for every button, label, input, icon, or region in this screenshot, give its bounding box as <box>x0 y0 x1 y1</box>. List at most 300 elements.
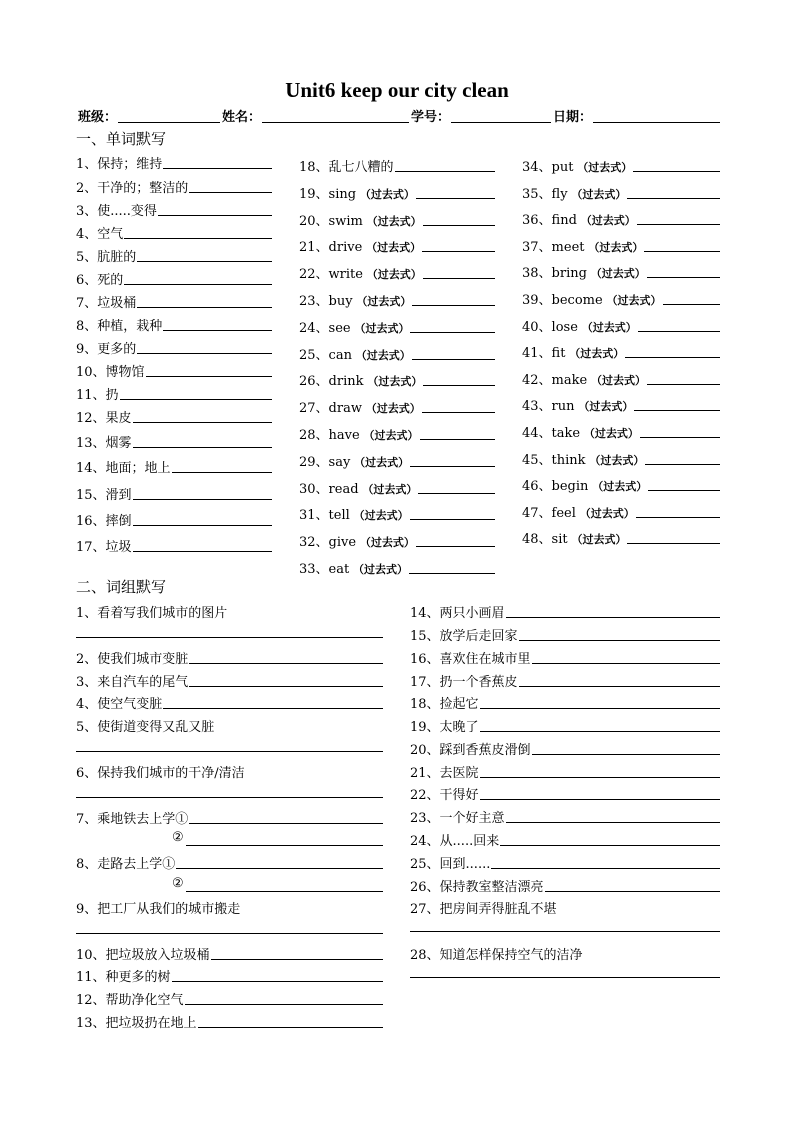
answer-blank[interactable] <box>420 439 495 440</box>
item-word: eat <box>328 562 350 577</box>
class-field[interactable] <box>118 122 220 123</box>
answer-blank[interactable] <box>663 304 720 305</box>
phrase-prompt: 8、走路去上学① <box>76 857 176 872</box>
item-number: 38、 <box>522 266 552 282</box>
item-word: tell <box>328 508 350 524</box>
name-field[interactable] <box>262 122 409 123</box>
item-number: 31、 <box>299 508 329 524</box>
answer-blank[interactable] <box>395 171 495 172</box>
list-item <box>522 393 720 413</box>
answer-blank[interactable] <box>636 517 720 518</box>
item-number: 24、 <box>299 320 329 336</box>
answer-blank[interactable] <box>198 1027 383 1028</box>
item-word: give <box>328 535 357 551</box>
item-number: 20、 <box>299 213 329 229</box>
phrase-prompt: 17、扔一个香蕉皮 <box>410 675 518 690</box>
list-item <box>76 151 272 171</box>
vocab-prompt <box>299 290 411 309</box>
phrase-prompt: 1、看着写我们城市的图片 <box>76 606 228 621</box>
answer-blank[interactable] <box>163 708 383 709</box>
answer-blank[interactable] <box>133 551 272 552</box>
past-tense-tag: （过去式） <box>575 506 635 520</box>
item-word: begin <box>551 479 589 495</box>
list-item <box>522 154 720 174</box>
list-item <box>76 1010 383 1030</box>
phrase-prompt: 2、使我们城市变脏 <box>76 652 189 667</box>
list-item <box>299 422 495 442</box>
phrase-prompt: 11、种更多的树 <box>76 970 171 985</box>
answer-blank[interactable] <box>545 891 720 892</box>
past-tense-tag: （过去式） <box>352 295 412 308</box>
phrase-prompt: ② <box>172 876 184 891</box>
date-field[interactable] <box>593 122 720 123</box>
phrase-prompt: 25、回到...... <box>410 857 491 872</box>
list-item <box>76 942 383 962</box>
past-tense-tag: （过去式） <box>356 536 415 550</box>
answer-blank[interactable] <box>412 305 495 306</box>
vocab-prompt <box>299 504 409 523</box>
vocab-prompt <box>522 209 636 228</box>
vocab-prompt: 3、使.....变得 <box>76 204 157 219</box>
phrase-prompt: 7、乘地铁去上学① <box>76 812 189 827</box>
past-tense-tag: （过去式） <box>362 214 422 228</box>
list-item <box>299 556 495 576</box>
past-tense-tag: （过去式） <box>362 268 422 282</box>
vocab-prompt <box>299 424 419 443</box>
item-number: 48、 <box>522 532 552 548</box>
item-number: 44、 <box>522 426 552 441</box>
past-tense-tag: （过去式） <box>362 241 422 255</box>
vocab-prompt: 1、保持；维持 <box>76 157 163 172</box>
answer-blank[interactable] <box>645 464 720 465</box>
item-word: can <box>328 347 352 363</box>
answer-blank[interactable] <box>133 447 272 448</box>
phrase-prompt: 26、保持教室整洁漂亮 <box>410 880 544 895</box>
answer-blank[interactable] <box>491 868 720 869</box>
list-item <box>522 500 720 520</box>
item-number: 40、 <box>522 319 552 335</box>
list-item <box>410 691 720 711</box>
vocab-prompt <box>522 183 626 202</box>
list-item <box>299 368 495 388</box>
answer-blank[interactable] <box>189 192 272 193</box>
past-tense-tag: （过去式） <box>577 320 637 334</box>
vocab-prompt: 9、更多的 <box>76 342 137 357</box>
answer-blank[interactable] <box>163 330 272 331</box>
item-number: 34、 <box>522 160 552 175</box>
answer-blank[interactable] <box>124 238 272 239</box>
list-item <box>76 382 272 402</box>
vocab-prompt <box>522 262 646 281</box>
vocab-prompt: 10、博物馆 <box>76 365 145 380</box>
vocab-prompt <box>522 502 635 521</box>
item-word: run <box>551 399 575 415</box>
student-info-row <box>78 106 720 124</box>
list-item <box>522 314 720 334</box>
phrase-prompt: 4、使空气变脏 <box>76 697 163 712</box>
past-tense-tag: （过去式） <box>358 482 418 496</box>
item-word: read <box>328 481 359 497</box>
past-tense-tag: （过去式） <box>580 427 639 440</box>
list-item <box>76 198 272 218</box>
id-field[interactable] <box>451 122 551 123</box>
list-item <box>410 600 720 620</box>
vocab-prompt: 17、垃圾 <box>76 540 132 555</box>
answer-blank[interactable] <box>133 525 272 526</box>
past-tense-tag: （过去式） <box>602 294 662 307</box>
answer-blank[interactable] <box>410 977 720 978</box>
answer-blank[interactable] <box>146 376 272 377</box>
item-word: take <box>551 426 581 441</box>
list-item <box>299 502 495 522</box>
answer-blank[interactable] <box>633 171 720 172</box>
answer-blank[interactable] <box>189 823 383 824</box>
answer-blank[interactable] <box>137 307 272 308</box>
answer-blank[interactable] <box>634 410 720 411</box>
phrase-prompt: 13、把垃圾扔在地上 <box>76 1016 197 1031</box>
vocab-prompt: 16、摔倒 <box>76 514 132 529</box>
list-item <box>76 405 272 425</box>
list-item <box>522 420 720 440</box>
vocab-prompt <box>299 397 421 416</box>
item-word: feel <box>551 505 576 521</box>
item-word: put <box>551 160 574 175</box>
answer-blank[interactable] <box>189 686 383 687</box>
answer-blank[interactable] <box>500 845 720 846</box>
answer-blank[interactable] <box>172 472 272 473</box>
answer-blank[interactable] <box>186 891 383 892</box>
list-item <box>410 623 720 643</box>
past-tense-tag: （过去式） <box>588 480 648 494</box>
item-number: 21、 <box>299 240 329 256</box>
answer-blank[interactable] <box>189 663 383 664</box>
list-item <box>76 806 383 826</box>
answer-blank[interactable] <box>640 437 720 438</box>
item-word: find <box>551 213 577 229</box>
past-tense-tag: （过去式） <box>574 400 634 414</box>
past-tense-tag: （过去式） <box>586 267 646 281</box>
answer-blank[interactable] <box>163 168 272 169</box>
answer-blank[interactable] <box>648 490 720 491</box>
section-2-heading: 二、词组默写 <box>76 578 167 596</box>
past-tense-tag: （过去式） <box>349 563 409 576</box>
list-item <box>522 473 720 493</box>
list-item <box>76 874 383 894</box>
past-tense-tag: （过去式） <box>573 161 633 174</box>
list-item <box>76 430 272 450</box>
vocab-prompt: 6、死的 <box>76 273 124 288</box>
list-item <box>76 964 383 984</box>
answer-blank[interactable] <box>506 617 720 618</box>
item-word: say <box>328 454 351 470</box>
vocab-prompt: 13、烟雾 <box>76 436 132 451</box>
vocab-prompt <box>522 369 646 388</box>
item-number: 37、 <box>522 239 552 255</box>
answer-blank[interactable] <box>627 543 720 544</box>
answer-blank[interactable] <box>416 198 495 199</box>
answer-blank[interactable] <box>480 777 720 778</box>
past-tense-tag: （过去式） <box>576 214 636 228</box>
vocab-prompt: 5、肮脏的 <box>76 250 137 265</box>
answer-blank[interactable] <box>409 573 495 574</box>
item-word: think <box>551 452 586 468</box>
answer-blank[interactable] <box>637 224 720 225</box>
answer-blank[interactable] <box>506 822 720 823</box>
list-item <box>76 669 383 689</box>
list-item <box>410 782 720 802</box>
list-item <box>299 449 495 469</box>
list-item <box>299 395 495 415</box>
item-word: meet <box>551 239 585 255</box>
vocab-prompt: 7、垃圾桶 <box>76 296 137 311</box>
answer-blank[interactable] <box>76 751 383 752</box>
vocab-prompt: 12、果皮 <box>76 411 132 426</box>
phrase-prompt: 24、从.....回来 <box>410 834 500 849</box>
answer-blank[interactable] <box>137 353 272 354</box>
item-word: have <box>328 428 360 443</box>
answer-blank[interactable] <box>158 215 272 216</box>
list-item <box>299 529 495 549</box>
list-item <box>76 896 383 916</box>
list-item <box>410 714 720 734</box>
list-item <box>76 267 272 287</box>
list-item <box>522 526 720 546</box>
item-number: 23、 <box>299 294 329 309</box>
answer-blank[interactable] <box>120 399 272 400</box>
list-item <box>410 646 720 666</box>
page-title: Unit6 keep our city clean <box>285 78 509 102</box>
class-label: 班级： <box>78 110 118 125</box>
list-item <box>299 315 495 335</box>
item-number: 26、 <box>299 374 329 390</box>
answer-blank[interactable] <box>416 546 495 547</box>
answer-blank[interactable] <box>418 493 495 494</box>
vocab-prompt <box>522 316 637 335</box>
answer-blank[interactable] <box>124 284 272 285</box>
past-tense-tag: （过去式） <box>585 453 645 467</box>
answer-blank[interactable] <box>423 278 495 279</box>
answer-blank[interactable] <box>647 277 720 278</box>
answer-blank[interactable] <box>422 251 495 252</box>
past-tense-tag: （过去式） <box>567 533 627 547</box>
vocab-prompt <box>299 263 422 282</box>
list-item <box>299 208 495 228</box>
list-item <box>299 154 495 174</box>
answer-blank[interactable] <box>76 797 383 798</box>
vocab-prompt <box>522 342 624 361</box>
vocab-prompt <box>522 156 632 175</box>
answer-blank[interactable] <box>133 422 272 423</box>
list-item <box>522 234 720 254</box>
answer-blank[interactable] <box>647 384 720 385</box>
item-number: 36、 <box>522 213 552 229</box>
vocab-prompt <box>522 236 643 255</box>
past-tense-tag: （过去式） <box>363 375 423 389</box>
answer-blank[interactable] <box>627 198 720 199</box>
list-item <box>299 342 495 362</box>
list-item <box>522 181 720 201</box>
list-item <box>410 896 720 916</box>
vocab-prompt <box>299 370 422 389</box>
answer-blank[interactable] <box>638 331 720 332</box>
list-item <box>522 367 720 387</box>
answer-blank[interactable] <box>532 754 720 755</box>
list-item <box>410 828 720 848</box>
list-item <box>76 359 272 379</box>
answer-blank[interactable] <box>423 385 495 386</box>
list-item <box>76 336 272 356</box>
vocab-prompt <box>299 451 409 470</box>
section-1-heading: 一、单词默写 <box>76 130 167 148</box>
answer-blank[interactable] <box>519 686 720 687</box>
phrase-prompt: 9、把工厂从我们的城市搬走 <box>76 902 241 917</box>
list-item <box>522 340 720 360</box>
phrase-prompt: 6、保持我们城市的干净/清洁 <box>76 766 245 781</box>
item-word: become <box>551 293 603 308</box>
vocab-prompt <box>522 395 633 414</box>
past-tense-tag: （过去式） <box>350 455 410 469</box>
item-number: 18、 <box>299 160 329 175</box>
vocab-prompt <box>299 531 415 550</box>
item-number: 30、 <box>299 481 329 497</box>
phrase-prompt: 21、去医院 <box>410 766 479 781</box>
answer-blank[interactable] <box>480 708 720 709</box>
answer-blank[interactable] <box>422 412 495 413</box>
item-word: sing <box>328 186 357 202</box>
answer-blank[interactable] <box>176 868 383 869</box>
answer-blank[interactable] <box>185 1004 383 1005</box>
name-label: 姓名： <box>222 110 262 125</box>
phrase-prompt: 12、帮助净化空气 <box>76 993 184 1008</box>
answer-blank[interactable] <box>625 357 720 358</box>
list-item <box>76 482 272 502</box>
item-word: drive <box>328 240 363 256</box>
phrase-prompt: 3、来自汽车的尾气 <box>76 675 189 690</box>
vocab-prompt: 14、地面；地上 <box>76 461 171 476</box>
answer-blank[interactable] <box>519 640 720 641</box>
item-word: sit <box>551 532 568 548</box>
date-label: 日期： <box>553 110 593 125</box>
list-item <box>410 874 720 894</box>
list-item <box>76 987 383 1007</box>
vocab-prompt <box>299 558 408 577</box>
answer-blank[interactable] <box>410 931 720 932</box>
list-item <box>76 290 272 310</box>
list-item <box>76 714 383 734</box>
item-number: 41、 <box>522 346 552 362</box>
list-item <box>76 691 383 711</box>
list-item <box>76 455 272 475</box>
answer-blank[interactable] <box>532 663 720 664</box>
phrase-prompt: 28、知道怎样保持空气的洁净 <box>410 948 583 963</box>
phrase-prompt: 18、捡起它 <box>410 697 479 712</box>
phrase-prompt: 27、把房间弄得脏乱不堪 <box>410 902 557 917</box>
list-item <box>299 288 495 308</box>
answer-blank[interactable] <box>186 845 383 846</box>
list-item <box>410 760 720 780</box>
list-item <box>76 313 272 333</box>
item-number: 42、 <box>522 372 552 388</box>
item-word: write <box>328 267 363 283</box>
past-tense-tag: （过去式） <box>351 348 411 362</box>
answer-blank[interactable] <box>133 499 272 500</box>
vocab-prompt <box>299 236 421 255</box>
list-item <box>76 646 383 666</box>
vocab-prompt <box>522 528 626 547</box>
item-number: 32、 <box>299 535 329 551</box>
phrase-prompt: 14、两只小画眉 <box>410 606 505 621</box>
item-word: lose <box>551 319 578 335</box>
answer-blank[interactable] <box>137 261 272 262</box>
vocab-prompt <box>299 317 409 336</box>
item-word: bring <box>551 266 587 282</box>
answer-blank[interactable] <box>172 981 383 982</box>
past-tense-tag: （过去式） <box>359 429 419 442</box>
list-item <box>299 261 495 281</box>
phrase-prompt: 15、放学后走回家 <box>410 629 518 644</box>
item-number: 22、 <box>299 267 329 283</box>
answer-blank[interactable] <box>412 359 495 360</box>
answer-blank[interactable] <box>76 637 383 638</box>
phrase-prompt: ② <box>172 830 184 845</box>
item-number: 19、 <box>299 186 329 202</box>
phrase-prompt: 16、喜欢住在城市里 <box>410 652 531 667</box>
vocab-prompt <box>299 210 422 229</box>
answer-blank[interactable] <box>410 466 495 467</box>
vocab-prompt <box>522 475 647 494</box>
vocab-prompt: 8、种植，栽种 <box>76 319 163 334</box>
list-item <box>522 260 720 280</box>
item-word: see <box>328 320 351 336</box>
vocab-prompt <box>299 344 411 363</box>
list-item <box>299 181 495 201</box>
vocab-prompt <box>522 289 662 308</box>
vocab-prompt: 2、干净的；整洁的 <box>76 181 189 196</box>
item-word: 乱七八糟的 <box>328 160 394 175</box>
item-word: make <box>551 372 588 388</box>
answer-blank[interactable] <box>410 519 495 520</box>
answer-blank[interactable] <box>480 799 720 800</box>
vocab-prompt: 11、扔 <box>76 388 119 403</box>
list-item <box>76 851 383 871</box>
item-word: buy <box>328 294 353 309</box>
answer-blank[interactable] <box>410 332 495 333</box>
answer-blank[interactable] <box>480 731 720 732</box>
list-item <box>76 175 272 195</box>
past-tense-tag: （过去式） <box>350 321 410 335</box>
vocab-prompt: 15、滑到 <box>76 488 132 503</box>
vocab-prompt <box>299 183 415 202</box>
item-number: 43、 <box>522 399 552 415</box>
past-tense-tag: （过去式） <box>565 347 625 361</box>
answer-blank[interactable] <box>423 225 495 226</box>
past-tense-tag: （过去式） <box>361 402 421 416</box>
list-item <box>410 669 720 689</box>
phrase-prompt: 19、太晚了 <box>410 720 479 735</box>
past-tense-tag: （过去式） <box>356 187 415 201</box>
item-word: drink <box>328 374 364 390</box>
answer-blank[interactable] <box>644 251 720 252</box>
item-number: 25、 <box>299 347 329 363</box>
answer-blank[interactable] <box>211 959 383 960</box>
answer-blank[interactable] <box>76 933 383 934</box>
past-tense-tag: （过去式） <box>584 240 644 254</box>
phrase-prompt: 5、使街道变得又乱又脏 <box>76 720 215 735</box>
list-item <box>410 805 720 825</box>
past-tense-tag: （过去式） <box>587 373 647 387</box>
list-item <box>76 534 272 554</box>
item-word: draw <box>328 401 362 417</box>
